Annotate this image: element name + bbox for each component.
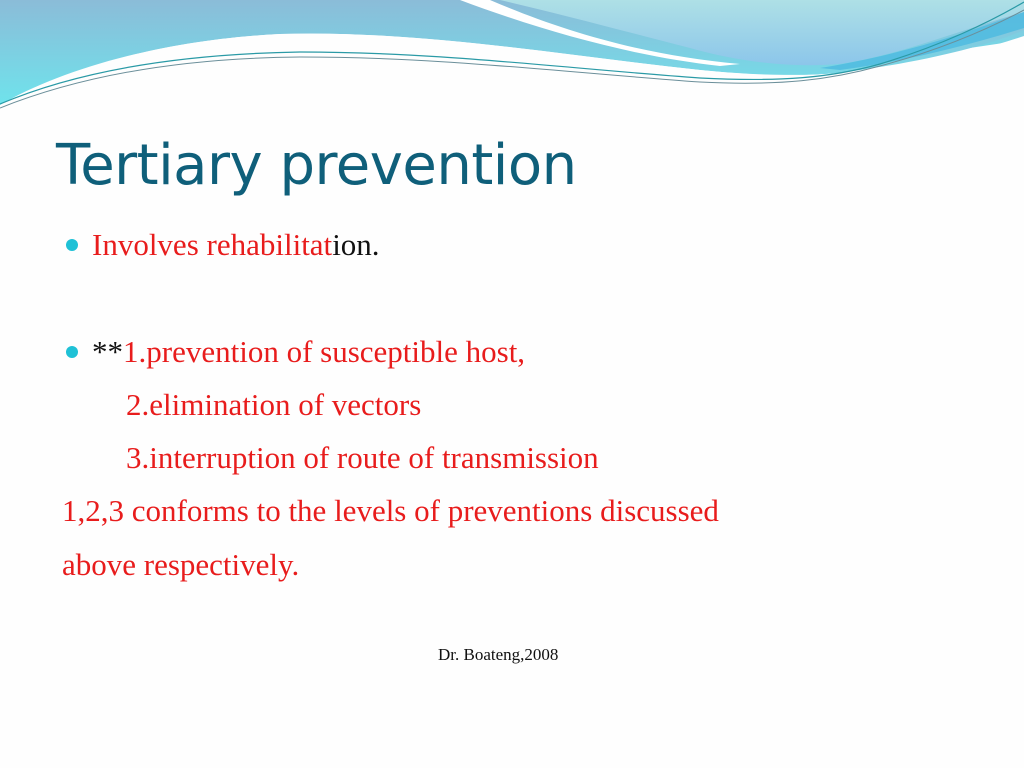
slide-footer-credit: Dr. Boateng,2008 xyxy=(438,645,559,664)
bullet-dot-icon xyxy=(66,239,78,251)
bullet-2-text: 1.prevention of susceptible host, xyxy=(123,334,526,369)
bullet-line-1 xyxy=(92,225,380,265)
bullet-line-2 xyxy=(92,332,525,372)
bullet-2-asterisks: ** xyxy=(92,334,123,369)
sub-item-3: 3.interruption of route of transmission xyxy=(126,440,599,475)
bullet-1-text-black: ion. xyxy=(332,227,380,262)
bullet-dot-icon xyxy=(66,346,78,358)
bullet-1-text-red: Involves rehabilitat xyxy=(92,227,333,262)
header-wave-decoration xyxy=(0,0,1024,130)
summary-line-1: 1,2,3 conforms to the levels of preventions discussed xyxy=(62,493,719,528)
slide-title: Tertiary prevention xyxy=(56,133,577,198)
sub-item-2: 2.elimination of vectors xyxy=(126,387,422,422)
summary-line-2: above respectively. xyxy=(62,547,300,582)
